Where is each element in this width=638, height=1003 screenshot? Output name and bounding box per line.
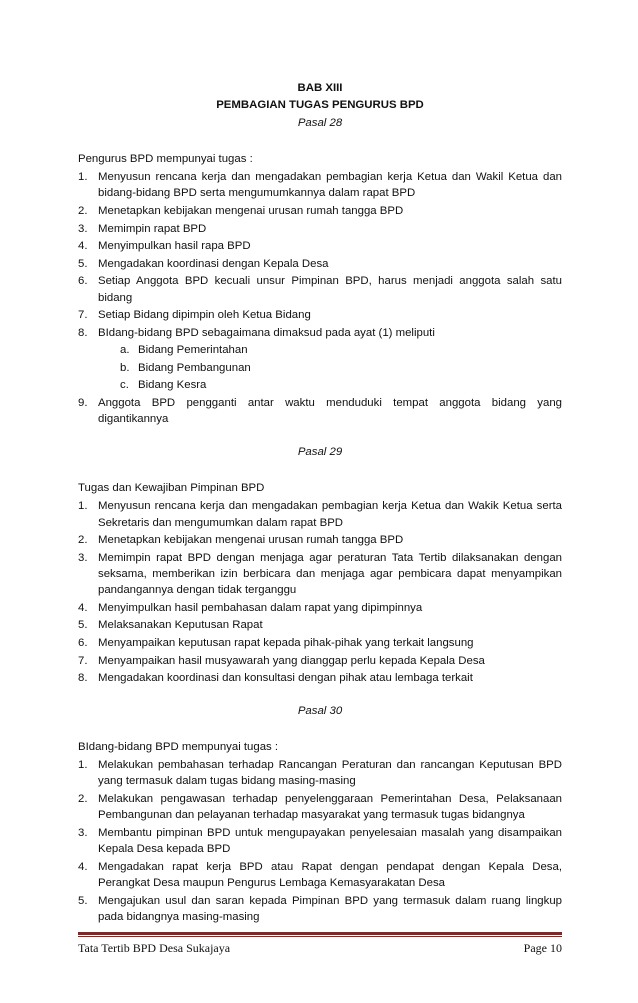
list-item-number: 6. — [78, 637, 88, 650]
list-item-number: 1. — [78, 171, 88, 184]
pasal-heading: Pasal 28 — [297, 116, 343, 129]
footer-rule-thick — [78, 932, 562, 935]
section-intro: Pengurus BPD mempunyai tugas : — [78, 152, 253, 165]
list-item-number: 4. — [78, 860, 88, 873]
list-item-text: Menyampaikan hasil musyawarah yang dianggap perlu kepada Kepala Desa — [98, 654, 485, 667]
section-intro: BIdang-bidang BPD mempunyai tugas : — [78, 740, 279, 753]
list-item-text: Mengadakan koordinasi dan konsultasi dengan pihak atau lembaga terkait — [98, 672, 473, 685]
sub-list-item — [120, 377, 562, 393]
list-item-number: 4. — [78, 240, 88, 253]
list-item-number: 7. — [78, 309, 88, 322]
list-item-text: Menyusun rencana kerja dan mengadakan pembagian kerja Ketua dan Wakik Ketua serta Sekretaris dan mengumumkan dalam rapat BPD — [98, 500, 562, 529]
list-item — [78, 893, 562, 926]
list-item — [78, 550, 562, 599]
section-intro: Tugas dan Kewajiban Pimpinan BPD — [78, 481, 265, 494]
list-item-text: Menyampaikan keputusan rapat kepada pihak-pihak yang terkait langsung — [98, 637, 474, 650]
list-item-number: 1. — [78, 500, 88, 513]
sub-list-item-letter: c. — [120, 379, 129, 392]
list-item — [78, 307, 562, 323]
list-item — [78, 757, 562, 790]
list-item — [78, 653, 562, 669]
list-item — [78, 325, 562, 394]
list-item-text: Memimpin rapat BPD dengan menjaga agar peraturan Tata Tertib dilaksanakan dengan seksama, memberikan izin berbicara dan menjaga agar pembicara dapat menyampikan pandangannya dengan tidak terganggu — [98, 551, 562, 597]
list-item-text: Melakukan pembahasan terhadap Rancangan Peraturan dan rancangan Keputusan BPD yang termasuk dalam tugas bidang masing-masing — [98, 759, 562, 788]
list-item-number: 8. — [78, 672, 88, 685]
list-item — [78, 395, 562, 428]
list-item — [78, 169, 562, 202]
footer-document-title: Tata Tertib BPD Desa Sukajaya — [78, 941, 231, 955]
list-item-text: BIdang-bidang BPD sebagaimana dimaksud pada ayat (1) meliputi — [98, 326, 435, 339]
numbered-list — [78, 498, 562, 686]
pasal-heading: Pasal 30 — [297, 704, 343, 717]
list-item — [78, 670, 562, 686]
page-content — [78, 80, 562, 927]
pasal-heading: Pasal 29 — [297, 445, 343, 458]
chapter-heading: BAB XIII — [297, 82, 343, 94]
list-item — [78, 203, 562, 219]
list-item — [78, 256, 562, 272]
list-item — [78, 238, 562, 254]
list-item — [78, 825, 562, 858]
list-item-text: Memimpin rapat BPD — [98, 222, 207, 235]
list-item-text: Menetapkan kebijakan mengenai urusan rumah tangga BPD — [98, 205, 404, 218]
sub-list-item-text: Bidang Pemerintahan — [138, 344, 248, 357]
sub-list-item — [120, 360, 562, 376]
sections-container — [78, 115, 562, 926]
list-item-number: 3. — [78, 551, 88, 564]
list-item-number: 3. — [78, 826, 88, 839]
list-item-number: 5. — [78, 257, 88, 270]
list-item-text: Menyusun rencana kerja dan mengadakan pembagian kerja Ketua dan Wakil Ketua dan bidang-bidang BPD serta mengumumkannya dalam rapat BPD — [98, 171, 562, 200]
list-item-number: 3. — [78, 222, 88, 235]
list-item-number: 7. — [78, 654, 88, 667]
list-item — [78, 273, 562, 306]
list-item-number: 8. — [78, 326, 88, 339]
list-item-text: Anggota BPD pengganti antar waktu menduduki tempat anggota bidang yang digantikannya — [98, 397, 562, 426]
list-item-text: Mengajukan usul dan saran kepada Pimpinan BPD yang termasuk dalam ruang lingkup pada bidangnya masing-masing — [98, 894, 562, 923]
list-item-number: 4. — [78, 601, 88, 614]
list-item — [78, 221, 562, 237]
page-footer — [78, 932, 562, 956]
sub-list — [98, 342, 562, 393]
list-item-text: Menyimpulkan hasil pembahasan dalam rapat yang dipimpinnya — [98, 601, 423, 614]
chapter-title: PEMBAGIAN TUGAS PENGURUS BPD — [216, 99, 424, 112]
list-item — [78, 617, 562, 633]
footer-rule-thin — [78, 936, 562, 937]
list-item-number: 2. — [78, 534, 88, 547]
sub-list-item-text: Bidang Kesra — [138, 379, 207, 392]
list-item — [78, 600, 562, 616]
list-item — [78, 791, 562, 824]
list-item-text: Mengadakan rapat kerja BPD atau Rapat dengan pendapat dengan Kepala Desa, Perangkat Desa maupun Pengurus Lembaga Kemasyarakatan Desa — [98, 860, 562, 890]
list-item-number: 2. — [78, 793, 88, 806]
list-item-number: 5. — [78, 894, 88, 907]
list-item-text: Membantu pimpinan BPD untuk mengupayakan penyelesaian masalah yang disampaikan Kepala Desa kepada BPD — [98, 826, 562, 856]
list-item-number: 5. — [78, 619, 88, 632]
list-item — [78, 859, 562, 892]
list-item-text: Setiap Bidang dipimpin oleh Ketua Bidang — [98, 309, 311, 322]
list-item-text: Mengadakan koordinasi dengan Kepala Desa — [98, 257, 329, 270]
list-item-text: Menyimpulkan hasil rapa BPD — [98, 240, 251, 253]
list-item-text: Melakukan pengawasan terhadap penyelenggaraan Pemerintahan Desa, Pelaksanaan Pembangunan dan pelayanan terhadap masyarakat yang termasuk tugas bidangnya — [98, 793, 562, 822]
sub-list-item-letter: b. — [120, 361, 130, 374]
sub-list-item — [120, 342, 562, 358]
numbered-list — [78, 757, 562, 925]
sub-list-item-letter: a. — [120, 344, 130, 357]
list-item-text: Menetapkan kebijakan mengenai urusan rumah tangga BPD — [98, 534, 404, 547]
list-item-text: Melaksanakan Keputusan Rapat — [98, 619, 263, 632]
list-item-number: 9. — [78, 397, 88, 410]
list-item-number: 6. — [78, 275, 88, 288]
list-item — [78, 532, 562, 548]
list-item — [78, 498, 562, 531]
list-item — [78, 635, 562, 651]
numbered-list — [78, 169, 562, 427]
list-item-text: Setiap Anggota BPD kecuali unsur Pimpinan BPD, harus menjadi anggota salah satu bidang — [98, 275, 562, 304]
list-item-number: 2. — [78, 205, 88, 218]
list-item-number: 1. — [78, 759, 88, 772]
footer-page-number: Page 10 — [523, 941, 562, 955]
sub-list-item-text: Bidang Pembangunan — [138, 361, 251, 374]
